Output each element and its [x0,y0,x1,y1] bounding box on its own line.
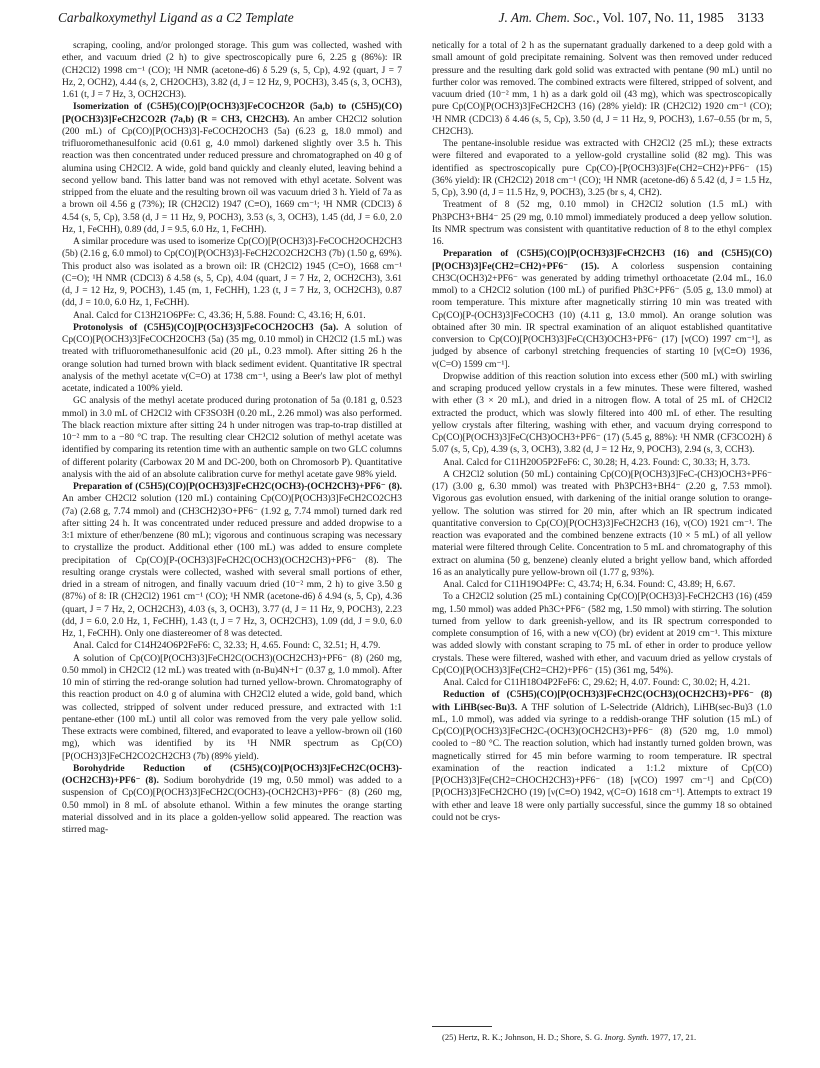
paragraph [62,653,402,763]
paragraph [62,640,402,652]
page-number: 3133 [737,10,764,25]
paragraph [432,689,772,824]
paragraph-text: An amber CH2Cl2 solution (120 mL) containing Cp(CO)[P(OCH3)3]FeCH2CO2CH3 (7a) (2.68 g, 7.74 mmol) and (CH3CH2)3O+PF6⁻ (1.92 g, 7.74 mmol) turned dark red after sitting 24 h. It was concentrated under reduced pressure and added dropwise to a 3:1 mixture of ether/benzene (80 mL); vigorous and continuous scraping was necessary to crystallize the product. Additional ether (100 mL) was added to ensure complete precipitation of Cp(CO)[P-(OCH3)3]FeCH2C(OCH3)(OCH2CH3)+PF6⁻ (8). The resulting orange crystals were collected, washed with several small portions of ether, dried in a stream of nitrogen, and finally vacuum dried (10⁻² mm, 2 h) to give 3.50 g (87%) of 8: IR (CH2Cl2) 1961 cm⁻¹ (CO); ¹H NMR (acetone-d6) δ 4.94 (s, 5, Cp), 4.36 (quart, J = 7 Hz, 2, OCH2CH3), 4.03 (s, 3, OCH3), 3.77 (d, J = 11 Hz, 9, POCH3), 2.23 (dd, J = 6.0, 2.0 Hz, 1, FeCHH), 1.43 (t, J = 7 Hz, 3, OCH2CH3), 1.09 (dd, J = 9.0, 6.0 Hz, 1, FeCHH). Only one diastereomer of 8 was detected. [62,494,402,639]
paragraph [62,481,402,640]
paragraph [62,310,402,322]
paragraph [62,40,402,101]
section-heading: Isomerization of (C5H5)(CO)[P(OCH3)3]FeCOCH2OR (5a,b) to (C5H5)(CO)[P(OCH3)3]FeCH2CO2R (7a,b) (R = CH3, CH2CH3). [62,102,402,125]
paragraph-text: A CH2Cl2 solution (50 mL) containing Cp(CO)[P(OCH3)3]FeC-(CH3)OCH3+PF6⁻ (17) (3.00 g, 6.30 mmol) was treated with Ph3PCH3+BH4⁻ (2.20 g, 7.53 mmol). Vigorous gas evolution ensued, with darkening of the initial orange solution to orange-yellow. The solution was stirred for 20 min, after which an IR spectrum indicated quantitative conversion to Cp(CO)[P(OCH3)3]FeCH2CH3 (16), ν(CO) 1921 cm⁻¹. The reaction was evaporated and the combined benzene extracts (10 × 5 mL) of all yellow material were filtered through Celite. Concentration to 5 mL and chromatography of this extract on alumina (50 g, benzene) cleanly eluted a bright yellow band, which afforded 16 as an analytically pure yellow-brown oil (1.77 g, 93%). [432,469,772,578]
paragraph [432,138,772,199]
paragraph-text: Anal. Calcd for C11H19O4PFe: C, 43.74; H, 6.34. Found: C, 43.89; H, 6.67. [443,580,736,590]
section-heading: Reduction of (C5H5)(CO)[P(OCH3)3]FeCH2C(OCH3)(OCH2CH3)+PF6⁻ (8) with LiHB(sec-Bu)3. [432,690,772,713]
footnote-25 [432,1032,772,1043]
paragraph-text: Sodium borohydride (19 mg, 0.50 mmol) was added to a suspension of Cp(CO)[P(OCH3)3]FeCH2C(OCH3)-(OCH2CH3)+PF6⁻ (8) (260 mg, 0.50 mmol) in 8 mL of absolute ethanol. Within a few minutes the orange starting material dissolved and in its place a golden-yellow solid appeared. The reaction was stirred mag- [62,776,403,835]
section-heading: Preparation of (C5H5)(CO)[P(OCH3)3]FeCH2CH3 (16) and (C5H5)(CO)[P(OCH3)3]Fe(CH2=CH2)+PF6⁻ (15). [432,249,772,272]
paragraph-text: scraping, cooling, and/or prolonged storage. This gum was collected, washed with ether, and vacuum dried (2 h) to give spectroscopically pure 6, 2.25 g (86%): IR (CH2Cl2) 1998 cm⁻¹ (CO); ¹H NMR (acetone-d6) δ 5.29 (s, 5, Cp), 4.92 (quart, J = 7 Hz, 2, OCH2), 4.44 (s, 2, CH2OCH3), 3.82 (d, J = 12 Hz, 9, POCH3), 3.45 (s, 3, OCH3), 1.61 (t, J = 7 Hz, 3, OCH2CH3). [62,41,402,100]
paragraph [432,677,772,689]
section-heading: Preparation of (C5H5)(CO)[P(OCH3)3]FeCH2C(OCH3)-(OCH2CH3)+PF6⁻ (8). [73,482,402,492]
paragraph [432,248,772,371]
paragraph-text: Anal. Calcd for C13H21O6PFe: C, 43.36; H, 5.88. Found: C, 43.16; H, 6.01. [73,310,366,321]
paragraph-text: A solution of Cp(CO)[P(OCH3)3]FeCOCH2OCH3 (5a) (35 mg, 0.10 mmol) in CH2Cl2 (1.5 mL) was treated with trifluoromethanesulfonic acid (20 μL, 0.23 mmol). After sitting 26 h the orange solution had turned brown with black sediment evident. Quantitative IR spectral analysis of the methyl acetate ν(C=O) at 1738 cm⁻¹, using a Beer's law plot of methyl acetate, indicated a 100% yield. [62,322,402,394]
footnote-journal: Inorg. Synth. [604,1032,649,1042]
paragraph-text: A colorless suspension containing CH3C(OCH3)2+PF6⁻ was generated by adding trimethyl orthoacetate (2.04 mL, 16.0 mmol) to a CH2Cl2 solution (100 mL) of purified Ph3C+PF6⁻ (5.05 g, 13.0 mmol) at room temperature. This mixture after magnetically stirring 10 min was treated with Cp(CO)[P-(OCH3)3]FeCOCH3 (10) (4.11 g, 13.0 mmol). An orange solution was obtained after 30 min. IR spectral examination of an aliquot established quantitative conversion to Cp(CO)[P(OCH3)3]FeC(CH3)OCH3+PF6⁻ (17) [ν(CO) 1997 cm⁻¹], as judged by absence of carbonyl stretching frequencies of starting 10 [ν(C≡O) 1936, ν(C=O) 1599 cm⁻¹]. [432,261,772,370]
paragraph [432,371,772,457]
paragraph [62,236,402,310]
footnote-authors: (25) Hertz, R. K.; Johnson, H. D.; Shore, S. G. [442,1032,605,1042]
footnote-ref: 1977, 17, 21. [648,1032,697,1042]
paragraph-text: A solution of Cp(CO)[P(OCH3)3]FeCH2C(OCH3)(OCH2CH3)+PF6⁻ (8) (260 mg, 0.50 mmol) in CH2Cl2 (12 mL) was treated with (n-Bu)4N+I⁻ (0.37 g, 1.0 mmol). After 10 min of stirring the red-orange solution had turned yellow-brown. Chromatography of this reaction product on 4.0 g of alumina with CH2Cl2 eluted a wide, gold band, which was collected, stripped of solvent under reduced pressure, and extracted with 1:1 pentane-ether (100 mL) until all color was removed from the very pale yellow solid. These extracts were combined, filtered, and evaporated to leave a yellow-brown oil (160 mg), which was identified by its ¹H NMR spectrum as Cp(CO)[P(OCH3)3]FeCH2CO2CH2CH3 (7b) (89% yield). [62,653,402,762]
journal-citation [499,10,764,26]
paragraph-text: Anal. Calcd for C11H18O4P2FeF6: C, 29.62; H, 4.07. Found: C, 30.02; H, 4.21. [443,678,751,688]
running-title: Carbalkoxymethyl Ligand as a C2 Template [58,10,294,25]
paragraph [62,763,402,837]
paragraph [432,199,772,248]
paragraph [62,101,402,236]
paragraph-text: A THF solution of L-Selectride (Aldrich), LiHB(sec-Bu)3 (1.0 mL, 1.0 mmol), was added via syringe to a reddish-orange THF solution (15 mL) of Cp(CO)[P(OCH3)3]FeCH2C-(OCH3)(OCH2CH3)+PF6⁻ (8) (520 mg, 1.0 mmol) cooled to −80 °C. The reaction solution, which had instantly turned golden brown, was magnetically stirred for 45 min before warming to room temperature. IR spectral examination of the reaction indicated a 1:1.2 mixture of Cp(CO)[P(OCH3)3]Fe(CH2=CHOCH2CH3)+PF6⁻ (18) [ν(CO) 1997 cm⁻¹] and Cp(CO)[P(OCH3)3]FeCH2CHO (19) [ν(C≡O) 1942, ν(C=O) 1618 cm⁻¹]. Attempts to extract 19 with ether and leave 18 were only partially successful, since the gummy 18 so obtained could not be crys- [432,702,773,823]
paragraph-text: Anal. Calcd for C11H20O5P2FeF6: C, 30.28; H, 4.23. Found: C, 30.33; H, 3.73. [443,457,751,468]
left-column [62,40,402,836]
paragraph-text: To a CH2Cl2 solution (25 mL) containing Cp(CO)[P(OCH3)3]-FeCH2CH3 (16) (459 mg, 1.50 mmol) was added Ph3C+PF6⁻ (582 mg, 1.50 mmol) with stirring. The solution turned from yellow to dark greenish-yellow, and its IR spectrum corresponded to complete consumption of 16, with a new ν(CO) (br) evident at 2019 cm⁻¹. This mixture was added slowly with constant scraping to 75 mL of ether in order to produce yellow crystals. These were filtered, washed with ether, and vacuum dried as yellow crystals of Cp(CO)[P(OCH3)3]Fe(CH2=CH2)+PF6⁻ (15) (361 mg, 54%). [432,592,772,676]
paragraph-text: A similar procedure was used to isomerize Cp(CO)[P(OCH3)3]-FeCOCH2OCH2CH3 (5b) (2.16 g, 6.0 mmol) to Cp(CO)[P(OCH3)3]-FeCH2CO2CH2CH3 (7b) (1.50 g, 69%). This product also was isolated as a brown oil: IR (CH2Cl2) 1945 (C≡O), 1668 cm⁻¹ (C=O); ¹H NMR (CDCl3) δ 4.58 (s, 5, Cp), 4.04 (quart, J = 7 Hz, 2, OCH2CH3), 3.61 (d, J = 12 Hz, 9, POCH3), 1.45 (m, 1, FeCHH), 1.23 (t, J = 7 Hz, 3, OCH2CH3), 0.87 (dd, J = 10.0, 6.0 Hz, 1, FeCHH). [62,237,402,309]
section-heading: Protonolysis of (C5H5)(CO)[P(OCH3)3]FeCOCH2OCH3 (5a). [73,322,339,333]
volume-issue: Vol. 107, No. 11, 1985 [599,10,724,25]
footnote [432,1032,772,1043]
paragraph [432,40,772,138]
paragraph [432,469,772,579]
paragraph-text: netically for a total of 2 h as the supernatant gradually darkened to a deep gold with a small amount of gold precipitate remaining. Solvent was then removed under reduced pressure and the resulting dark gold solid was extracted with pentane (90 mL) until no further color was removed. The combined extracts were filtered, stripped of solvent, and vacuum dried (10⁻² mm, 1 h) as a dark gold oil (43 mg), which was spectroscopically pure Cp(CO)[P(OCH3)3]FeCH2CH3 (16) (28% yield): IR (CH2Cl2) 1920 cm⁻¹ (CO); ¹H NMR (CDCl3) δ 4.46 (s, 5, Cp), 3.50 (d, J = 11 Hz, 9, POCH3), 1.67–0.55 (br m, 5, CH2CH3). [432,41,772,137]
paragraph [432,579,772,591]
right-column [432,40,772,824]
paragraph-text: Dropwise addition of this reaction solution into excess ether (500 mL) with swirling and scraping produced yellow crystals in a few minutes. These were filtered, washed with ether (3 × 20 mL), and dried in a nitrogen flow. A total of 25 mL of CH2Cl2 extracted the product, which was slowly filtered into 400 mL of ether. The resulting yellow crystals after filtering, washing with ether, and vacuum drying correspond to Cp(CO)[P(OCH3)3]FeC(CH3)OCH3+PF6⁻ (17) (5.45 g, 88%): ¹H NMR (CF3CO2H) δ 5.07 (s, 5, Cp), 4.39 (s, 3, OCH3), 3.82 (d, J = 12 Hz, 9, POCH3), 2.94 (s, 3, CCH3). [432,371,772,456]
paragraph-text: The pentane-insoluble residue was extracted with CH2Cl2 (25 mL); these extracts were filtered and evaporated to a yellow-gold crystalline solid (82 mg). This was identified as spectroscopically pure Cp(CO)-[P(OCH3)3]Fe(CH2=CH2)+PF6⁻ (15) (36% yield): IR (CH2Cl2) 2018 cm⁻¹ (CO); ¹H NMR (acetone-d6) δ 5.42 (d, J = 1.5 Hz, 5, Cp), 3.90 (d, J = 11.5 Hz, 9, POCH3), 3.25 (br s, 4, CH2). [432,139,772,198]
section-heading: Borohydride Reduction of (C5H5)(CO)[P(OCH3)3]FeCH2C(OCH3)-(OCH2CH3)+PF6⁻ (8). [62,763,402,786]
paragraph-text: Treatment of 8 (52 mg, 0.10 mmol) in CH2Cl2 solution (1.5 mL) with Ph3PCH3+BH4⁻ 25 (29 mg, 0.10 mmol) immediately produced a deep yellow solution. Its NMR spectrum was consistent with quantitative reduction of 8 to the ethyl complex 16. [432,200,772,247]
paragraph [432,457,772,469]
paragraph [62,322,402,396]
paragraph-text: Anal. Calcd for C14H24O6P2FeF6: C, 32.33; H, 4.65. Found: C, 32.51; H, 4.79. [73,641,381,652]
running-header [58,10,764,32]
paragraph [62,395,402,481]
journal-name: J. Am. Chem. Soc., [498,10,600,25]
paragraph-text: GC analysis of the methyl acetate produced during protonation of 5a (0.181 g, 0.523 mmol) in 3.0 mL of CH2Cl2 with CF3SO3H (0.20 mL, 2.26 mmol) was also performed. The black reaction mixture after sitting 24 h under nitrogen was trap-to-trap distilled at 10⁻² mm to a −80 °C trap. The resulting clear CH2Cl2 solution of methyl acetate was identified by comparing its retention time with an authentic sample on two GLC columns of different polarity (Carbowax 20 M and DC-200, both on Chromosorb P). Quantitative analysis with the aid of an absolute calibration curve for methyl acetate gave 98% yield. [62,396,402,480]
footnote-divider [432,1026,492,1027]
paragraph [432,591,772,677]
paragraph-text: An amber CH2Cl2 solution (200 mL) of Cp(CO)[P(OCH3)3]-FeCOCH2OCH3 (5a) (6.23 g, 18.0 mmol) and trifluoromethanesulfonic acid (0.61 g, 4.0 mmol) darkened slightly over 3.5 h. This reaction was then concentrated under reduced pressure and chromatographed on 40 g of alumina using CH2Cl2. A wide, gold band quickly and cleanly eluted, leaving behind a second yellow band. This latter band was not removed with ethyl acetate. Solvent was stripped from the eluate and the resulting brown oil was vacuum dried 3 h. Yield of 7a as a brown oil 4.56 g (73%); IR (CH2Cl2) 1947 (C≡O), 1669 cm⁻¹; ¹H NMR (CDCl3) δ 4.54 (s, 5, Cp), 3.58 (d, J = 11 Hz, 9, POCH3), 3.53 (s, 3, OCH3), 1.45 (dd, J = 6.0, 2.0 Hz, 1, FeCHH), 0.89 (dd, J = 9.5, 6.0 Hz, 1, FeCHH). [62,114,402,235]
